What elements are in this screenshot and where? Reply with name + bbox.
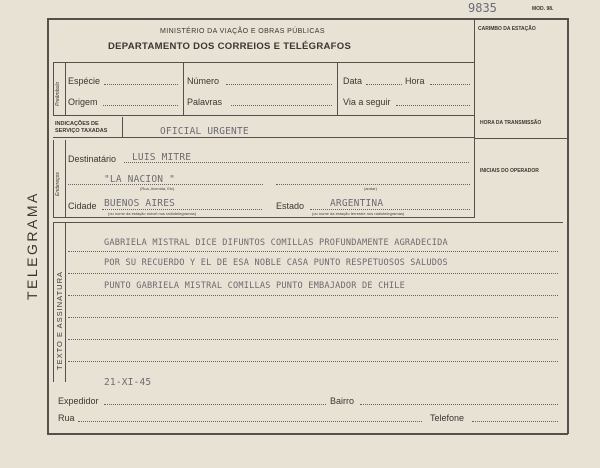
via-line <box>396 105 470 106</box>
message-date: 21-XI-45 <box>104 377 152 388</box>
cidade-hint: (ou nome da estação móvel nos radiotelegramas) <box>108 211 197 216</box>
preamble-divider-1 <box>183 62 184 115</box>
message-line-1 <box>68 251 558 252</box>
transmission-label: HORA DA TRANSMISSÃO <box>480 120 542 126</box>
telefone-line <box>472 421 558 422</box>
hora-line <box>430 84 470 85</box>
message-text-1: GABRIELA MISTRAL DICE DIFUNTOS COMILLAS PROFUNDAMENTE AGRADECIDA <box>104 238 448 248</box>
service-label: INDICAÇÕES DE SERVIÇO TAXADAS <box>55 121 108 134</box>
address-bottom <box>53 217 474 218</box>
stamp-label: CARIMBO DA ESTAÇÃO <box>478 26 536 32</box>
preamble-inner-left <box>65 62 66 115</box>
cidade-value: BUENOS AIRES <box>104 198 176 209</box>
rua-line <box>78 421 422 422</box>
frame-right <box>567 18 569 434</box>
street-line <box>68 184 263 185</box>
message-text-2: POR SU RECUERDO Y EL DE ESA NOBLE CASA PUNTO RESPETUOSOS SALUDOS <box>104 258 448 268</box>
frame-top <box>47 18 567 20</box>
preamble-top <box>53 62 475 63</box>
data-line <box>366 84 402 85</box>
rua-label: Rua <box>58 413 75 423</box>
origem-label: Origem <box>68 97 98 107</box>
hora-label: Hora <box>405 76 425 86</box>
service-divider <box>122 117 123 137</box>
right-column-divider <box>474 115 475 218</box>
preamble-left <box>53 62 54 115</box>
message-line-5 <box>68 339 558 340</box>
stamp-divider <box>474 18 475 62</box>
model-number: MOD. 98. <box>532 6 554 12</box>
street-value: "LA NACION " <box>104 174 176 185</box>
estado-label: Estado <box>276 201 305 211</box>
preamble-bottom <box>53 115 475 116</box>
data-label: Data <box>343 76 363 86</box>
message-left <box>53 222 54 382</box>
service-rule <box>53 137 474 138</box>
department-title: DEPARTAMENTO DOS CORREIOS E TELÉGRAFOS <box>108 41 352 52</box>
estado-hint: (ou nome da estação terrestre nos radiotelegramas) <box>312 211 405 216</box>
message-text-3: PUNTO GABRIELA MISTRAL COMILLAS PUNTO EMBAJADOR DE CHILE <box>104 281 405 291</box>
especie-line <box>104 84 178 85</box>
telefone-label: Telefone <box>430 413 465 423</box>
bairro-line <box>360 404 558 405</box>
cidade-label: Cidade <box>68 201 97 211</box>
estado-value: ARGENTINA <box>330 198 384 209</box>
texto-side-label: TEXTO E ASSINATURA <box>55 271 64 370</box>
message-line-3 <box>68 295 558 296</box>
numero-label: Número <box>187 76 220 86</box>
expedidor-label: Expedidor <box>58 396 99 406</box>
estado-line <box>310 209 470 210</box>
service-value: OFICIAL URGENTE <box>160 126 249 137</box>
message-line-6 <box>68 361 558 362</box>
handwritten-number: 9835 <box>468 1 497 15</box>
message-inner-left <box>65 222 66 382</box>
message-line-4 <box>68 317 558 318</box>
address-side-label: Endereços <box>55 172 61 196</box>
cidade-line <box>102 209 262 210</box>
ministry-title: MINISTÉRIO DA VIAÇÃO E OBRAS PÚBLICAS <box>160 28 325 35</box>
destinatario-label: Destinatário <box>68 154 117 164</box>
via-label: Via a seguir <box>343 97 391 107</box>
operator-label: INICIAIS DO OPERADOR <box>480 168 539 174</box>
palavras-label: Palavras <box>187 97 223 107</box>
origem-line <box>103 105 178 106</box>
andar-hint: (andar) <box>364 186 377 191</box>
numero-line <box>226 84 332 85</box>
preamble-label: Preâmbulo <box>55 81 61 106</box>
telegrama-title: TELEGRAMA <box>24 191 40 300</box>
message-top <box>53 222 563 223</box>
frame-left <box>47 18 49 434</box>
bairro-label: Bairro <box>330 396 355 406</box>
palavras-line <box>231 105 332 106</box>
street-hint: (Rua, Avenida, Etc) <box>140 186 175 191</box>
andar-line <box>276 184 470 185</box>
preamble-right <box>474 62 475 115</box>
message-line-2 <box>68 273 558 274</box>
transmission-rule <box>474 138 567 139</box>
destinatario-value: LUIS MITRE <box>132 152 192 163</box>
frame-bottom <box>47 433 568 435</box>
address-left <box>53 140 54 218</box>
preamble-divider-2 <box>337 62 338 115</box>
expedidor-line <box>104 404 326 405</box>
especie-label: Espécie <box>68 76 101 86</box>
address-inner-left <box>65 140 66 218</box>
